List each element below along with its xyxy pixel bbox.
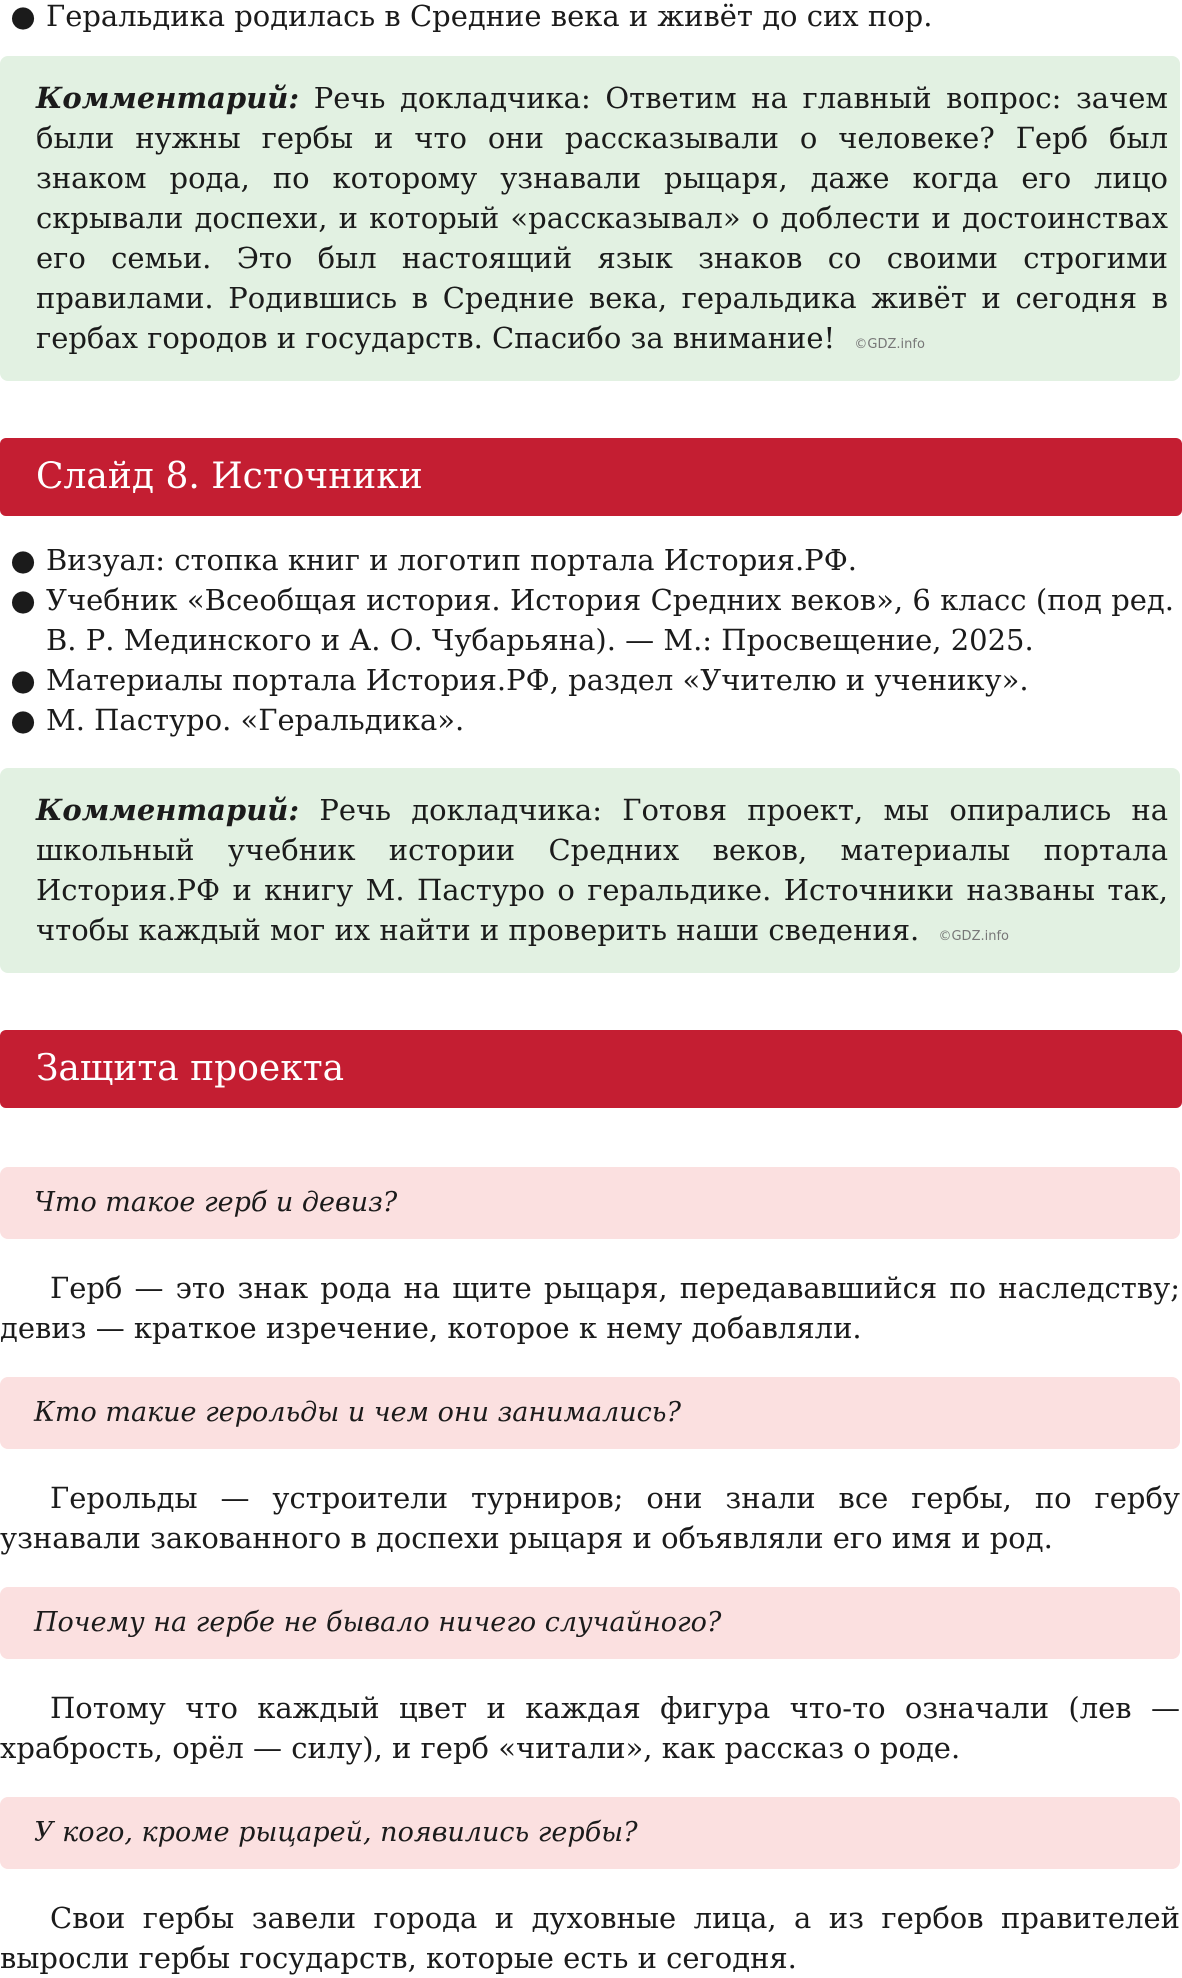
source-item xyxy=(10,700,1174,740)
bullet-icon: ● xyxy=(10,703,36,737)
bullet-icon: ● xyxy=(10,0,36,33)
source-text: Визуал: стопка книг и логотип портала История.РФ. xyxy=(46,543,857,577)
answer-text: Свои гербы завели города и духовные лица, а из гербов правителей выросли гербы государств, которые есть и сегодня. xyxy=(0,1901,1180,1975)
answer-text: Герб — это знак рода на щите рыцаря, передававшийся по наследству; девиз — краткое изречение, которое к нему добавляли. xyxy=(0,1271,1180,1345)
question-box xyxy=(0,1167,1180,1239)
answer-text: Герольды — устроители турниров; они знали все гербы, по гербу узнавали закованного в доспехи рыцаря и объявляли его имя и род. xyxy=(0,1481,1180,1555)
source-text: М. Пастуро. «Геральдика». xyxy=(46,703,465,737)
comment-label: Комментарий: xyxy=(36,793,300,827)
watermark-mark: ©GDZ.info xyxy=(854,337,925,352)
bullet-icon: ● xyxy=(10,663,36,697)
answer-text: Потому что каждый цвет и каждая фигура что-то означали (лев — храбрость, орёл — силу), и герб «читали», как рассказ о роде. xyxy=(0,1691,1180,1765)
watermark-mark: ©GDZ.info xyxy=(938,929,1009,944)
source-text: Материалы портала История.РФ, раздел «Учителю и ученику». xyxy=(46,663,1029,697)
top-bullet xyxy=(10,0,1174,36)
source-item xyxy=(10,540,1174,580)
question-box xyxy=(0,1587,1180,1659)
source-item xyxy=(10,580,1174,660)
question-text: У кого, кроме рыцарей, появились гербы? xyxy=(34,1817,638,1848)
source-item xyxy=(10,660,1174,700)
comment-box-1 xyxy=(0,56,1180,381)
question-text: Почему на гербе не бывало ничего случайного? xyxy=(34,1607,722,1638)
bullet-icon: ● xyxy=(10,543,36,577)
source-text: Учебник «Всеобщая история. История Средних веков», 6 класс (под ред. В. Р. Мединского и А. О. Чубарьяна). — М.: Просвещение, 2025. xyxy=(46,583,1174,657)
bullet-text: Геральдика родилась в Средние века и живёт до сих пор. xyxy=(46,0,933,33)
comment-box-2 xyxy=(0,768,1180,973)
question-text: Кто такие герольды и чем они занимались? xyxy=(34,1397,681,1428)
slide8-banner xyxy=(0,438,1182,516)
slide8-title: Слайд 8. Источники xyxy=(36,456,423,497)
comment-label: Комментарий: xyxy=(36,81,300,115)
question-text: Что такое герб и девиз? xyxy=(34,1187,398,1218)
bullet-icon: ● xyxy=(10,583,36,617)
question-box xyxy=(0,1377,1180,1449)
question-box xyxy=(0,1797,1180,1869)
comment-text: Речь докладчика: Готовя проект, мы опирались на школьный учебник истории Средних веков, материалы портала История.РФ и книгу М. Пастуро о геральдике. Источники названы так, чтобы каждый мог их найти и проверить наши сведения. xyxy=(36,793,1169,947)
comment-text: Речь докладчика: Ответим на главный вопрос: зачем были нужны гербы и что они рассказывали о человеке? Герб был знаком рода, по которому узнавали рыцаря, даже когда его лицо скрывали доспехи, и который «рассказывал» о доблести и достоинствах его семьи. Это был настоящий язык знаков со своими строгими правилами. Родившись в Средние века, геральдика живёт и сегодня в гербах городов и государств. Спасибо за внимание! xyxy=(36,81,1168,355)
defense-banner xyxy=(0,1030,1182,1108)
defense-title: Защита проекта xyxy=(36,1048,345,1089)
